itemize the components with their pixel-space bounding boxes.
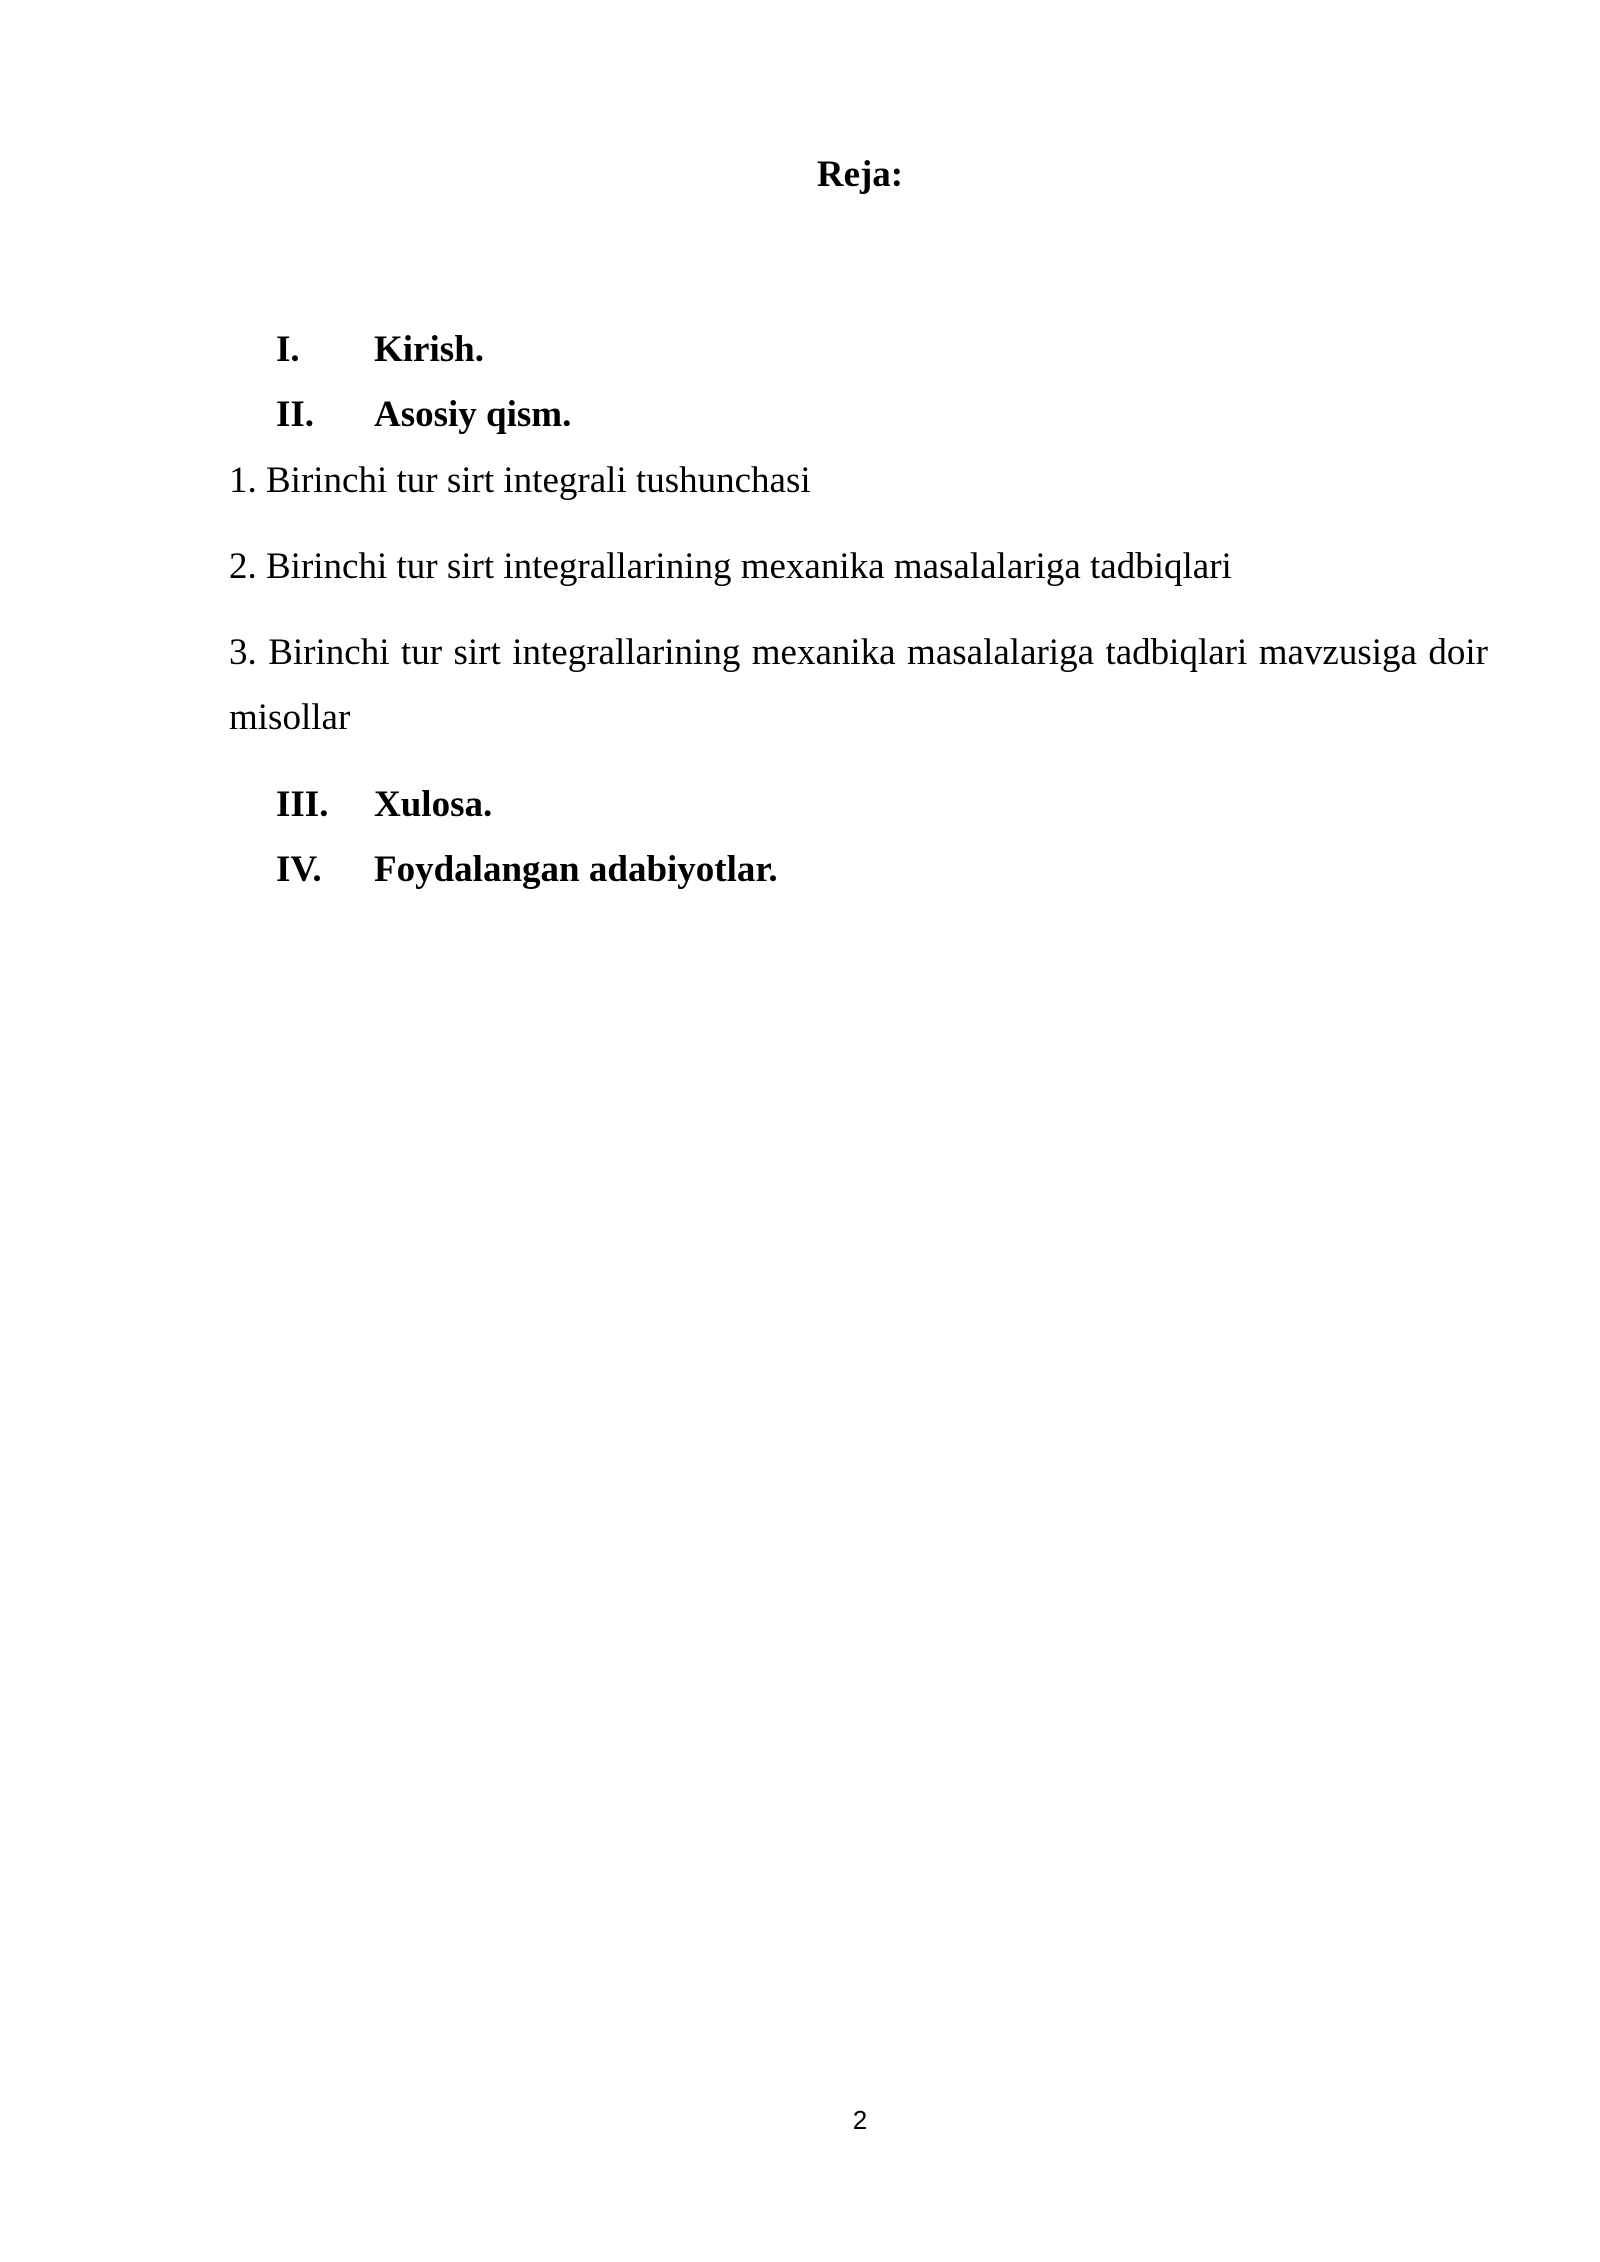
section-label: Asosiy qism. bbox=[374, 394, 572, 435]
subitem-3: 3. Birinchi tur sirt integrallarining mexanika masalalariga tadbiqlari mavzusiga doir misollar bbox=[229, 632, 1488, 738]
section-label: Foydalangan adabiyotlar. bbox=[374, 849, 778, 890]
page-title: Reja: bbox=[816, 154, 904, 195]
section-heading-3 bbox=[276, 780, 492, 830]
section-label: Kirish. bbox=[374, 329, 484, 370]
section-heading-1 bbox=[276, 325, 484, 375]
section-number: I. bbox=[276, 329, 300, 370]
page-number: 2 bbox=[852, 2105, 868, 2135]
section-number: III. bbox=[276, 784, 329, 825]
section-heading-2 bbox=[276, 390, 571, 440]
section-heading-4 bbox=[276, 845, 778, 895]
section-number: II. bbox=[276, 394, 315, 435]
subitem-1: 1. Birinchi tur sirt integrali tushunchasi bbox=[229, 460, 811, 501]
section-number: IV. bbox=[276, 849, 322, 890]
section-label: Xulosa. bbox=[374, 784, 493, 825]
subitem-2: 2. Birinchi tur sirt integrallarining mexanika masalalariga tadbiqlari bbox=[229, 546, 1232, 587]
